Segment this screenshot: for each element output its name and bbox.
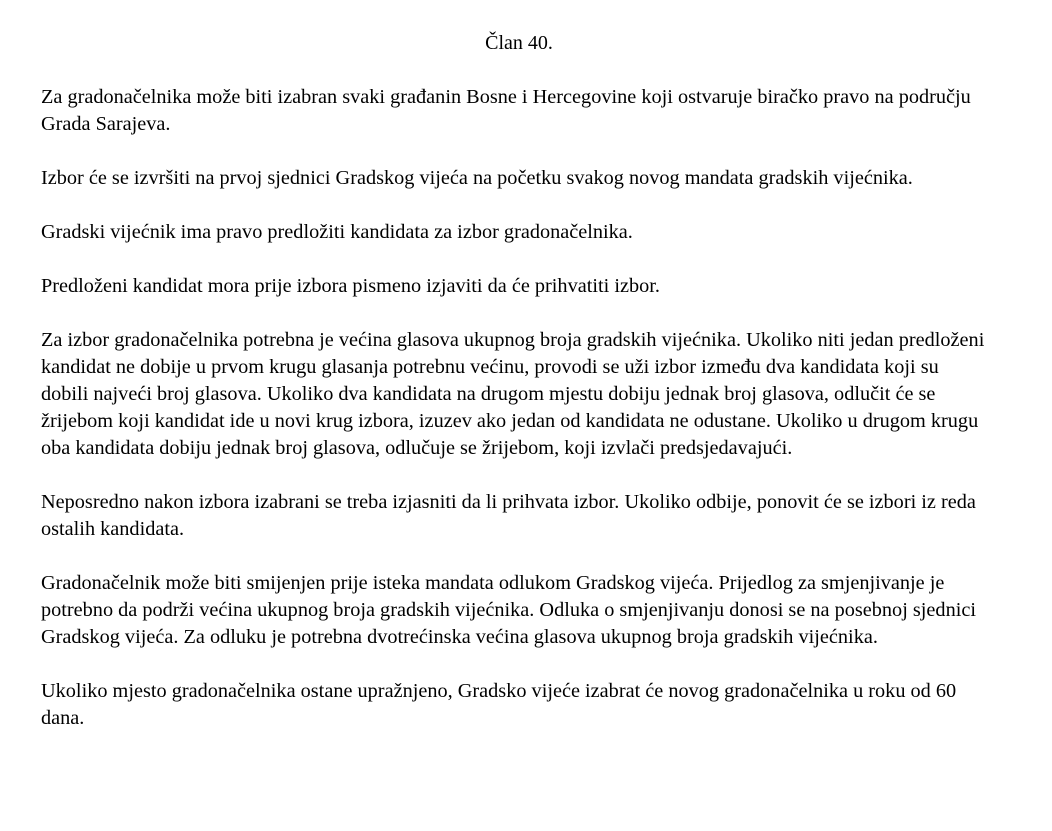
paragraph-vacancy: Ukoliko mjesto gradonačelnika ostane upražnjeno, Gradsko vijeće izabrat će novog gradonačelnika u roku od 60 dana. — [41, 680, 957, 729]
paragraph-dismissal: Gradonačelnik može biti smijenjen prije isteka mandata odlukom Gradskog vijeća. Prijedlog za smjenjivanje je potrebno da podrži većina ukupnog broja gradskih vijećnika. Odluka o smjenjivanju donosi se na posebnoj sjednici Gradskog vijeća. Za odluku je potrebna dvotrećinska većina glasova ukupnog broja gradskih vijećnika. — [41, 572, 976, 648]
document-page — [41, 30, 991, 732]
paragraph-post-election: Neposredno nakon izbora izabrani se treba izjasniti da li prihvata izbor. Ukoliko odbije, ponovit će se izbori iz reda ostalih kandidata. — [41, 491, 976, 540]
paragraph-majority-rules: Za izbor gradonačelnika potrebna je većina glasova ukupnog broja gradskih vijećnika. Ukoliko niti jedan predloženi kandidat ne dobije u prvom krugu glasanja potrebnu većinu, provodi se uži izbor između dva kandidata koji su dobili najveći broj glasova. Ukoliko dva kandidata na drugom mjestu dobiju jednak broj glasova, odlučit će se žrijebom koji kandidat ide u novi krug izbora, izuzev ako jedan od kandidata ne odustane. Ukoliko u drugom krugu oba kandidata dobiju jednak broj glasova, odlučuje se žrijebom, koji izvlači predsjedavajući. — [41, 329, 985, 459]
paragraph-candidate-acceptance: Predloženi kandidat mora prije izbora pismeno izjaviti da će prihvatiti izbor. — [41, 275, 660, 297]
paragraph-eligibility: Za gradonačelnika može biti izabran svaki građanin Bosne i Hercegovine koji ostvaruje biračko pravo na području Grada Sarajeva. — [41, 86, 971, 135]
paragraph-election-timing: Izbor će se izvršiti na prvoj sjednici Gradskog vijeća na početku svakog novog mandata gradskih vijećnika. — [41, 167, 913, 189]
paragraph-nomination-right: Gradski vijećnik ima pravo predložiti kandidata za izbor gradonačelnika. — [41, 221, 633, 243]
article-title: Član 40. — [485, 32, 553, 54]
